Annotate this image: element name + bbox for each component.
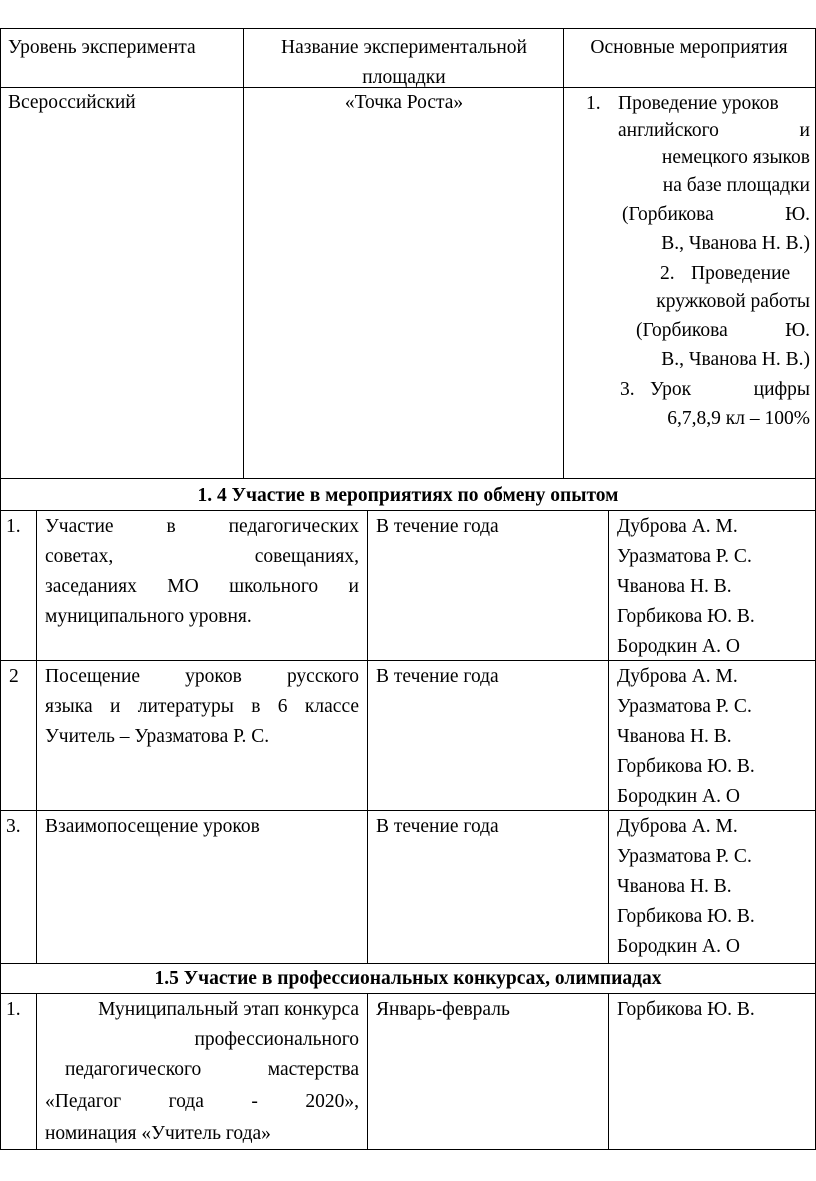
activity-line: на базе площадки [662,175,810,196]
row-period: В течение года [376,816,499,837]
row-number: 2 [9,666,19,687]
row-person: Бородкин А. О [617,636,740,657]
activity-line: английского и [618,120,810,141]
row-text-line: педагогического мастерства [65,1059,359,1080]
row-number: 1. [6,999,21,1020]
row-person: Горбикова Ю. В. [617,906,755,927]
row-person: Горбикова Ю. В. [617,756,755,777]
section-title: 1.5 Участие в профессиональных конкурсах, олимпиадах [154,968,662,989]
activity-line: 6,7,8,9 кл – 100% [667,408,810,429]
row-text-line: языка и литературы в 6 классе [45,696,359,717]
activity-number: 3. [620,379,635,400]
row-text-line: заседаниях МО школьного и [45,576,359,597]
row-number: 1. [6,516,21,537]
row-person: Уразматова Р. С. [617,546,752,567]
row-person: Уразматова Р. С. [617,696,752,717]
row-person: Чванова Н. В. [617,876,732,897]
row-person: Бородкин А. О [617,936,740,957]
activity-line: Проведение уроков [618,93,779,114]
row-period: В течение года [376,516,499,537]
section-title: 1. 4 Участие в мероприятиях по обмену опытом [197,485,619,506]
row-text-line: советах, совещаниях, [45,546,359,567]
row-text-line: муниципального уровня. [45,606,252,627]
row-person: Дуброва А. М. [617,816,738,837]
activity-number: 2. [660,263,675,284]
cell-site: «Точка Роста» [344,92,464,113]
activity-line: Урок цифры [650,379,810,400]
row-person: Уразматова Р. С. [617,846,752,867]
row-person: Бородкин А. О [617,786,740,807]
activity-line: В., Чванова Н. В.) [661,349,810,370]
row-text-line: «Педагог года - 2020», [45,1091,359,1112]
header-level: Уровень эксперимента [8,37,196,58]
row-text-line: профессионального [194,1029,359,1050]
row-period: В течение года [376,666,499,687]
row-person: Чванова Н. В. [617,726,732,747]
activity-line: немецкого языков [661,147,810,168]
activity-line: Проведение [691,263,791,284]
row-number: 3. [6,816,21,837]
cell-level: Всероссийский [8,92,136,113]
activity-line: кружковой работы [656,291,810,312]
header-activities: Основные мероприятия [590,37,788,58]
activity-number: 1. [586,93,601,114]
row-text-line: номинация «Учитель года» [45,1123,271,1144]
activity-line: В., Чванова Н. В.) [661,233,810,254]
row-period: Январь-февраль [376,999,510,1020]
row-text-line: Муниципальный этап конкурса [98,999,359,1020]
row-text-line: Учитель – Уразматова Р. С. [45,726,270,747]
row-person: Дуброва А. М. [617,516,738,537]
row-text-line: Взаимопосещение уроков [45,816,260,837]
activity-line: (Горбикова Ю. [636,320,810,341]
row-text-line: Участие в педагогических [45,516,359,537]
row-person: Чванова Н. В. [617,576,732,597]
activity-line: (Горбикова Ю. [622,204,810,225]
row-text-line: Посещение уроков русского [45,666,359,687]
header-site: Название экспериментальной площадки [281,37,527,88]
row-person: Дуброва А. М. [617,666,738,687]
row-person: Горбикова Ю. В. [617,606,755,627]
row-person: Горбикова Ю. В. [617,999,755,1020]
